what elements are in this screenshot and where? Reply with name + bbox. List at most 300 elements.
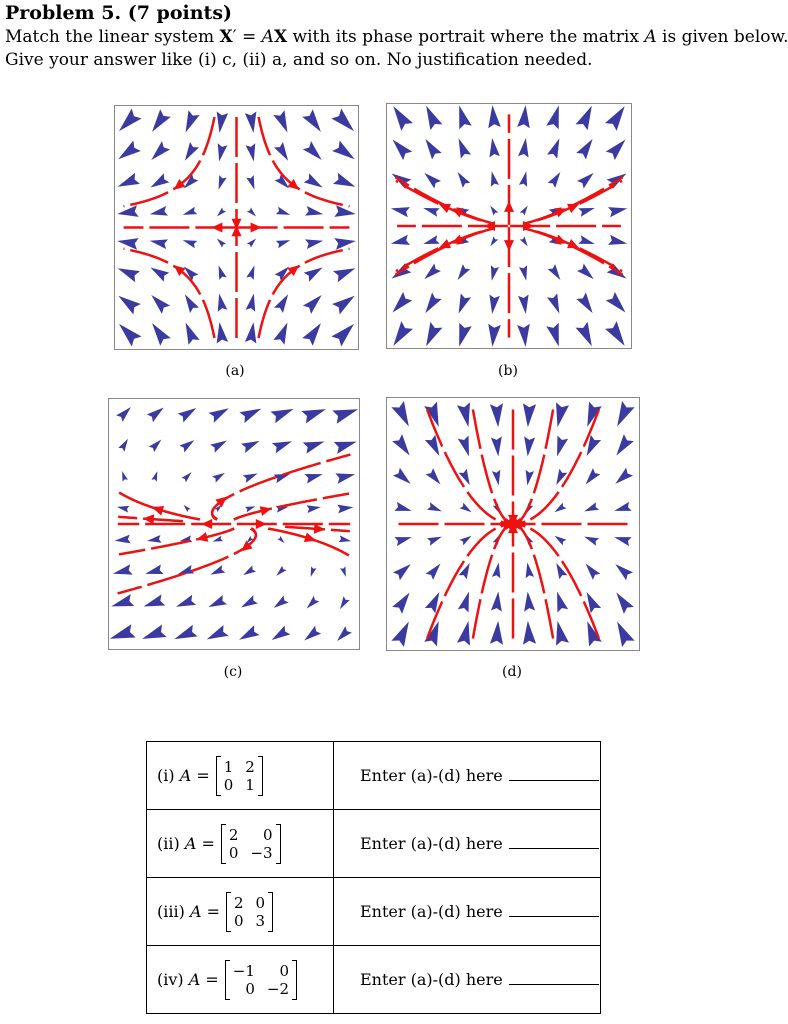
trajectory-arrowhead <box>504 201 514 212</box>
field-arrow <box>616 592 634 613</box>
trajectory <box>259 249 350 338</box>
field-arrow <box>426 564 441 580</box>
field-arrow <box>332 409 358 424</box>
field-arrow <box>425 293 441 314</box>
field-arrow <box>149 439 162 452</box>
field-arrow <box>274 596 289 608</box>
field-arrow <box>186 322 200 344</box>
field-arrow <box>394 502 411 511</box>
field-arrow <box>142 624 167 638</box>
phase-portrait-a <box>114 105 359 350</box>
field-arrow <box>243 565 256 575</box>
field-arrow <box>302 109 321 132</box>
field-arrow <box>174 625 197 639</box>
field-arrow <box>524 591 535 611</box>
field-arrow <box>519 171 527 186</box>
answer-blank[interactable] <box>509 970 599 985</box>
matrix-entry: 1 <box>245 775 255 794</box>
field-arrow <box>460 503 472 513</box>
field-arrow <box>118 173 140 187</box>
field-arrow <box>150 268 169 282</box>
field-arrow <box>492 470 500 486</box>
answer-prompt: Enter (a)-(d) here <box>360 766 503 785</box>
field-arrow <box>212 473 225 483</box>
field-arrow <box>606 292 626 313</box>
row-label: (i) <box>157 766 175 785</box>
field-arrow <box>150 239 168 249</box>
field-arrow <box>584 502 599 511</box>
field-arrow <box>273 322 287 344</box>
trajectory-arrowhead <box>152 506 164 516</box>
phase-portrait-c <box>108 398 360 650</box>
field-arrow <box>176 595 196 607</box>
field-arrow <box>334 205 355 217</box>
field-arrow <box>391 401 408 426</box>
matrix <box>225 960 297 1000</box>
field-arrow <box>151 471 157 481</box>
field-arrow <box>183 505 190 512</box>
field-arrow <box>178 565 195 574</box>
trajectory <box>124 249 215 338</box>
field-arrow <box>548 172 561 188</box>
row-label: (iv) <box>157 970 184 989</box>
field-arrow <box>517 324 530 347</box>
matrix-entry: 0 <box>233 911 244 930</box>
field-arrow <box>152 109 171 132</box>
field-arrow <box>247 238 256 247</box>
trajectory <box>514 524 599 639</box>
field-arrow <box>333 268 355 282</box>
field-arrow <box>246 294 256 312</box>
field-arrow <box>178 408 197 423</box>
field-arrow <box>218 143 228 161</box>
field-arrow <box>489 294 500 314</box>
field-arrow <box>185 142 199 161</box>
field-arrow <box>424 173 441 189</box>
field-arrow <box>304 173 323 187</box>
field-arrow <box>150 173 169 187</box>
field-arrow <box>272 626 291 641</box>
field-arrow <box>391 621 408 646</box>
field-arrow <box>524 436 535 456</box>
field-arrow <box>423 208 439 217</box>
field-arrow <box>606 140 626 161</box>
field-arrow <box>459 138 471 158</box>
matrix-cell <box>147 946 334 1014</box>
field-arrow <box>488 105 501 128</box>
field-arrow <box>335 473 355 483</box>
field-arrow <box>307 596 320 609</box>
field-arrow <box>546 105 559 129</box>
field-arrow <box>145 565 163 574</box>
field-arrow <box>615 468 633 484</box>
matrix-entry: 2 <box>245 757 255 776</box>
field-arrow <box>393 564 411 580</box>
field-arrow <box>247 207 256 216</box>
field-arrow <box>305 206 323 216</box>
field-arrow <box>303 441 325 453</box>
field-arrow <box>557 592 568 613</box>
row-label: (ii) <box>157 834 180 853</box>
field-arrow <box>275 174 290 189</box>
field-arrow <box>276 207 291 215</box>
field-arrow <box>272 441 292 453</box>
field-arrow <box>273 110 287 132</box>
field-arrow <box>424 264 441 280</box>
field-arrow <box>304 626 321 641</box>
field-arrow <box>340 566 346 576</box>
field-arrow <box>520 206 528 216</box>
field-arrow <box>488 324 501 347</box>
field-arrow <box>490 403 503 427</box>
field-arrow <box>150 206 168 216</box>
field-arrow <box>425 139 441 160</box>
field-arrow <box>331 109 354 132</box>
caption-c: (c) <box>223 664 243 680</box>
field-arrow <box>184 174 199 189</box>
field-arrow <box>151 295 170 314</box>
trajectory <box>526 229 623 275</box>
field-arrow <box>393 292 413 313</box>
field-arrow <box>276 566 286 576</box>
field-arrow <box>548 264 561 280</box>
field-arrow <box>186 110 200 132</box>
trajectory-arrowhead <box>211 223 222 233</box>
trajectory-arrowhead <box>504 240 514 251</box>
field-arrow <box>426 322 442 346</box>
field-arrow <box>491 265 499 280</box>
field-arrow <box>241 595 258 607</box>
matrix-name: A = <box>189 902 220 921</box>
caption-d: (d) <box>502 664 522 680</box>
field-arrow <box>526 562 534 578</box>
matrix-entry: 0 <box>228 843 239 862</box>
field-arrow <box>122 471 128 481</box>
field-arrow <box>576 139 592 160</box>
field-arrow <box>274 294 288 313</box>
field-arrow <box>393 321 413 346</box>
answer-cell <box>334 742 601 810</box>
caption-b: (b) <box>498 363 518 379</box>
field-arrow <box>181 472 191 482</box>
field-arrow <box>392 592 410 613</box>
field-arrow <box>614 537 631 546</box>
field-arrow <box>306 505 320 513</box>
field-arrow <box>458 435 469 456</box>
field-arrow <box>118 296 141 315</box>
trajectory-arrowhead <box>304 533 316 543</box>
field-arrow <box>302 323 321 346</box>
field-arrow <box>334 238 355 250</box>
field-arrow <box>217 238 226 247</box>
field-arrow <box>617 621 634 646</box>
field-arrow <box>241 441 260 453</box>
field-arrow <box>179 440 194 452</box>
field-arrow <box>547 293 559 313</box>
field-arrow <box>210 565 225 574</box>
field-arrow <box>586 564 601 580</box>
problem-statement-line-1: Match the linear system X′ = AX with its phase portrait where the matrix A is given below. <box>5 27 788 47</box>
field-arrow <box>246 265 254 280</box>
table-row <box>147 742 601 810</box>
field-arrow <box>557 435 568 456</box>
field-arrow <box>332 296 355 315</box>
field-arrow <box>426 468 441 484</box>
trajectory <box>268 529 350 557</box>
answer-table <box>146 741 601 1014</box>
field-arrow <box>274 142 288 161</box>
trajectory <box>427 410 512 525</box>
field-arrow <box>458 592 469 613</box>
field-arrow <box>576 106 592 130</box>
field-arrow <box>457 621 470 646</box>
field-arrow <box>147 535 161 543</box>
field-arrow <box>117 205 138 217</box>
field-arrow <box>518 138 529 158</box>
field-arrow <box>393 468 411 484</box>
field-arrow <box>605 106 625 131</box>
matrix-entry: 0 <box>223 775 234 794</box>
field-arrow <box>427 502 442 511</box>
field-arrow <box>526 470 534 486</box>
field-arrow <box>275 267 290 282</box>
answer-prompt: Enter (a)-(d) here <box>360 834 503 853</box>
field-arrow <box>301 409 326 423</box>
field-arrow <box>391 235 410 245</box>
matrix-entry: 3 <box>255 911 266 930</box>
answer-prompt: Enter (a)-(d) here <box>360 902 503 921</box>
field-arrow <box>304 474 322 483</box>
trajectory <box>395 229 492 275</box>
trajectory <box>526 177 623 223</box>
answer-cell <box>334 946 601 1014</box>
matrix-entry: 1 <box>223 757 234 776</box>
trajectory <box>395 177 492 223</box>
field-arrow <box>239 409 261 423</box>
field-arrow <box>460 536 472 546</box>
field-arrow <box>584 537 599 546</box>
field-arrow <box>118 268 140 282</box>
field-arrow <box>115 535 131 544</box>
field-arrow <box>118 439 128 452</box>
field-arrow <box>219 265 227 280</box>
matrix-entry: 0 <box>279 961 290 980</box>
field-arrow <box>577 264 594 280</box>
field-arrow <box>185 294 199 313</box>
field-arrow <box>209 408 229 422</box>
field-arrow <box>246 175 254 190</box>
matrix-name: A = <box>179 766 210 785</box>
field-arrow <box>576 322 592 346</box>
field-arrow <box>184 267 199 282</box>
field-arrow <box>556 402 569 427</box>
matrix-entry: 0 <box>255 893 266 912</box>
field-arrow <box>147 408 164 423</box>
trajectory <box>427 524 512 639</box>
field-arrow <box>392 434 410 455</box>
caption-a: (a) <box>225 363 245 379</box>
field-arrow <box>213 536 223 542</box>
field-arrow <box>490 621 503 645</box>
field-arrow <box>608 235 627 245</box>
table-row <box>147 810 601 878</box>
table-row <box>147 878 601 946</box>
answer-prompt: Enter (a)-(d) here <box>360 970 503 989</box>
field-arrow <box>578 235 594 244</box>
field-arrow <box>217 207 226 216</box>
matrix-entry: 0 <box>245 979 255 998</box>
trajectory <box>514 410 599 525</box>
field-arrow <box>423 235 439 244</box>
matrix-entry: −3 <box>250 843 273 862</box>
field-arrow <box>208 595 227 607</box>
field-arrow <box>491 171 499 186</box>
matrix <box>216 756 263 796</box>
field-arrow <box>110 624 136 639</box>
field-arrow <box>219 175 227 190</box>
field-arrow <box>578 208 594 217</box>
field-arrow <box>614 502 631 511</box>
field-arrow <box>207 625 229 639</box>
matrix-cell <box>147 878 334 946</box>
field-arrow <box>393 106 413 131</box>
field-arrow <box>458 172 471 188</box>
field-arrow <box>577 173 594 189</box>
field-arrow <box>393 140 413 161</box>
answer-blank[interactable] <box>509 834 599 849</box>
field-arrow <box>217 112 229 133</box>
field-arrow <box>490 206 498 216</box>
field-arrow <box>427 537 442 546</box>
field-arrow <box>546 323 559 347</box>
matrix <box>221 824 281 864</box>
field-arrow <box>113 564 133 574</box>
field-arrow <box>151 141 170 160</box>
matrix-entry: −2 <box>266 979 290 998</box>
field-arrow <box>608 207 627 217</box>
field-arrow <box>518 294 529 314</box>
field-arrow <box>210 441 227 453</box>
field-arrow <box>337 626 352 641</box>
field-arrow <box>605 321 625 346</box>
field-arrow <box>492 562 500 578</box>
answer-cell <box>334 878 601 946</box>
field-arrow <box>270 409 293 423</box>
field-arrow <box>116 407 131 422</box>
matrix-cell <box>147 742 334 810</box>
field-arrow <box>119 324 142 347</box>
field-arrow <box>144 594 166 606</box>
answer-cell <box>334 810 601 878</box>
field-arrow <box>459 323 472 347</box>
field-arrow <box>217 322 229 343</box>
field-arrow <box>394 537 411 546</box>
field-arrow <box>277 536 284 543</box>
field-arrow <box>340 596 350 609</box>
field-arrow <box>520 236 528 246</box>
field-arrow <box>334 442 357 454</box>
field-arrow <box>339 535 352 542</box>
matrix-cell <box>147 810 334 878</box>
trajectory <box>118 492 200 520</box>
field-arrow <box>523 621 536 645</box>
field-arrow <box>245 506 255 512</box>
matrix-entry: 0 <box>262 825 273 844</box>
trajectory <box>119 529 234 555</box>
answer-blank[interactable] <box>509 766 599 781</box>
trajectory <box>234 494 349 520</box>
field-arrow <box>586 468 601 484</box>
phase-portrait-b <box>386 103 632 349</box>
field-arrow <box>547 138 559 158</box>
field-arrow <box>246 143 256 161</box>
field-arrow <box>311 566 317 576</box>
trajectory <box>259 117 350 206</box>
row-label: (iii) <box>157 902 185 921</box>
field-arrow <box>303 295 322 314</box>
field-arrow <box>118 140 141 159</box>
field-arrow <box>111 594 134 606</box>
matrix-entry: 2 <box>233 893 244 912</box>
field-arrow <box>616 434 634 455</box>
field-arrow <box>458 264 471 280</box>
field-arrow <box>276 240 291 248</box>
field-arrow <box>617 401 634 426</box>
trajectory-arrowhead <box>251 223 262 233</box>
problem-title: Problem 5. (7 points) <box>5 2 233 24</box>
field-arrow <box>245 112 257 133</box>
matrix-name: A = <box>188 970 219 989</box>
field-arrow <box>303 141 322 160</box>
matrix-name: A = <box>184 834 215 853</box>
field-arrow <box>152 323 171 346</box>
trajectory-arrowhead <box>256 519 267 529</box>
field-arrow <box>117 506 130 513</box>
field-arrow <box>519 265 527 280</box>
field-arrow <box>459 105 472 129</box>
field-arrow <box>331 324 354 347</box>
field-arrow <box>489 138 500 158</box>
field-arrow <box>119 109 142 132</box>
problem-statement-line-2: Give your answer like (i) c, (ii) a, and so on. No justification needed. <box>5 50 593 70</box>
field-arrow <box>426 106 442 130</box>
field-arrow <box>332 140 355 159</box>
matrix <box>226 892 273 932</box>
field-arrow <box>274 474 291 483</box>
field-arrow <box>117 238 138 250</box>
field-arrow <box>305 239 323 249</box>
field-arrow <box>523 403 536 427</box>
matrix-entry: −1 <box>232 961 255 980</box>
field-arrow <box>218 294 228 312</box>
field-arrow <box>245 322 257 343</box>
field-arrow <box>457 402 470 427</box>
field-arrow <box>615 564 633 580</box>
answer-blank[interactable] <box>509 902 599 917</box>
field-arrow <box>459 293 471 313</box>
phase-portrait-d <box>386 397 640 651</box>
field-arrow <box>517 105 530 128</box>
field-arrow <box>304 268 323 282</box>
field-arrow <box>239 625 259 639</box>
matrix-entry: 2 <box>228 825 239 844</box>
field-arrow <box>491 591 502 611</box>
field-arrow <box>490 236 498 246</box>
field-arrow <box>183 207 198 215</box>
field-arrow <box>183 240 198 248</box>
field-arrow <box>391 207 410 217</box>
trajectory-arrowhead <box>201 519 212 529</box>
